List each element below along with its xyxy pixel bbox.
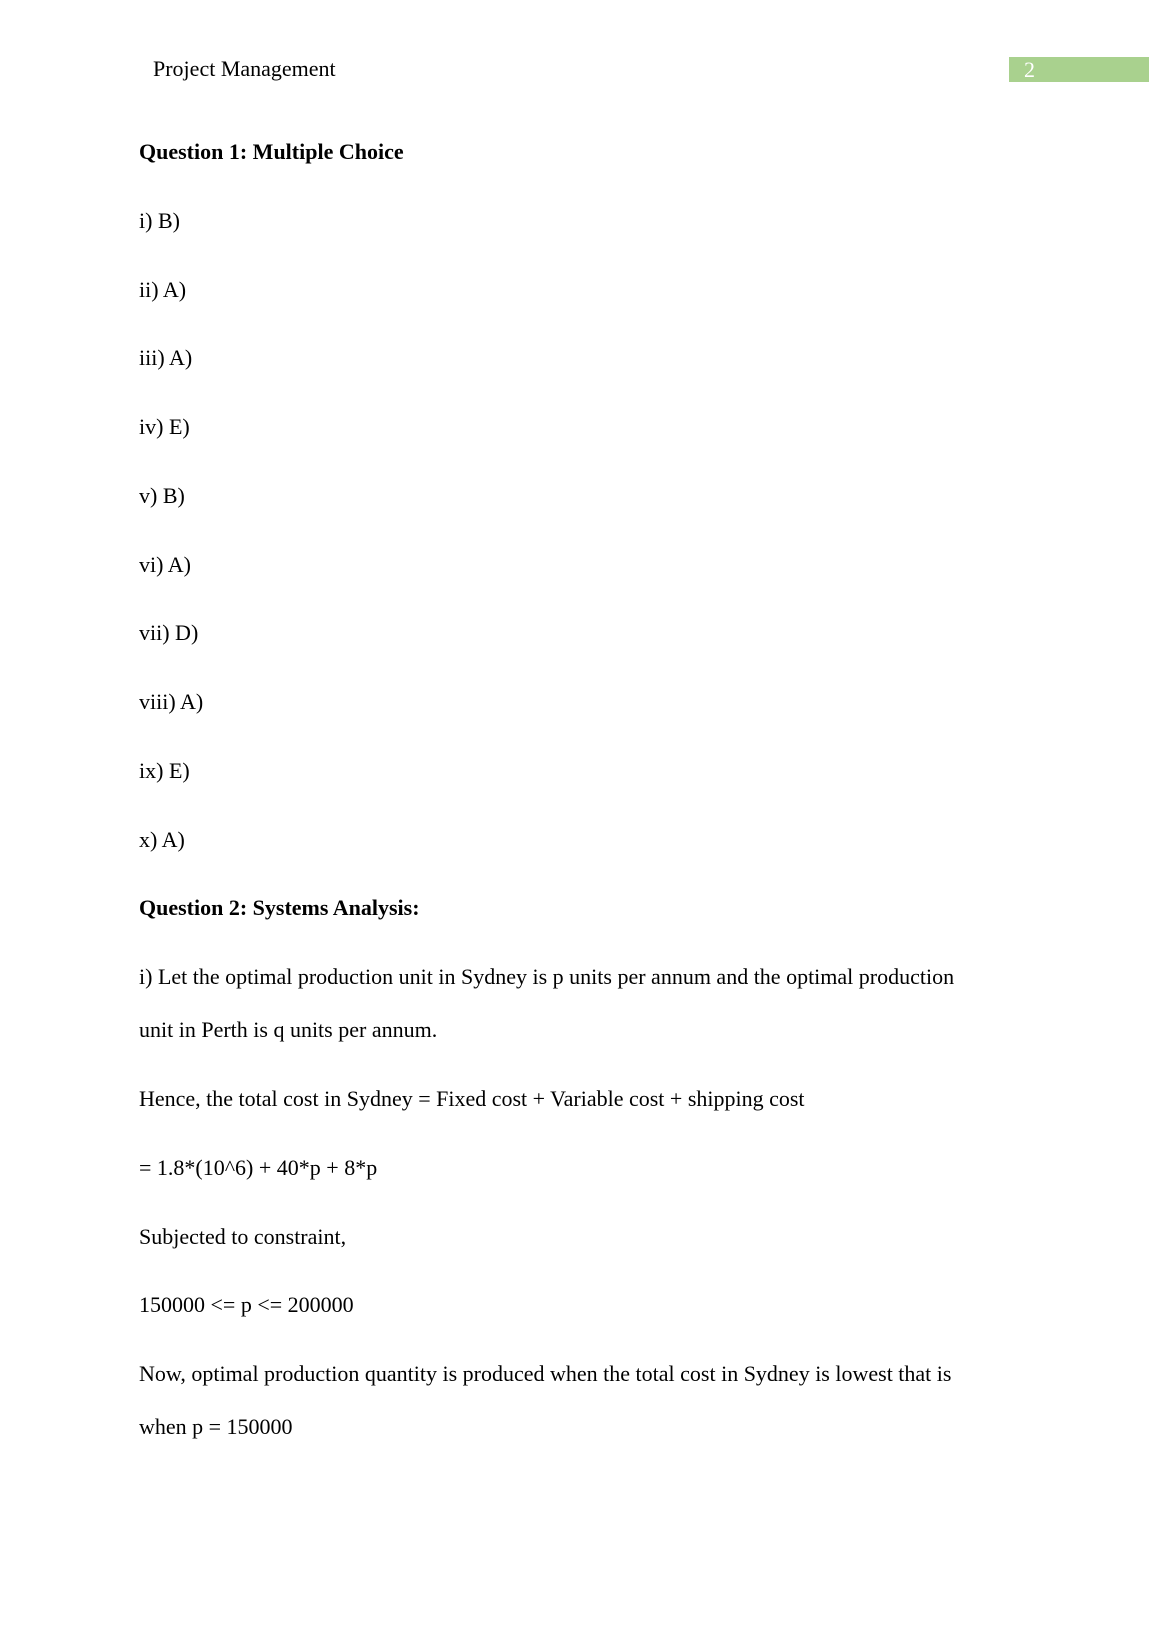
paragraph-line: unit in Perth is q units per annum. bbox=[139, 1017, 438, 1042]
conclusion-line: Now, optimal production quantity is produced when the total cost in Sydney is lowest that is bbox=[139, 1361, 952, 1386]
page-number-badge: 2 bbox=[1009, 57, 1149, 82]
paragraph-line: i) Let the optimal production unit in Sydney is p units per annum and the optimal production bbox=[139, 964, 955, 989]
question-2-heading: Question 2: Systems Analysis: bbox=[139, 895, 420, 920]
answer-item: ii) A) bbox=[139, 277, 187, 302]
question-1-heading: Question 1: Multiple Choice bbox=[139, 139, 404, 164]
answer-item: i) B) bbox=[139, 208, 180, 233]
answer-item: x) A) bbox=[139, 827, 185, 852]
constraint-line: 150000 <= p <= 200000 bbox=[139, 1292, 354, 1317]
page-header-title: Project Management bbox=[153, 56, 336, 81]
constraint-label: Subjected to constraint, bbox=[139, 1224, 347, 1249]
answer-item: vi) A) bbox=[139, 552, 191, 577]
total-cost-line: Hence, the total cost in Sydney = Fixed cost + Variable cost + shipping cost bbox=[139, 1086, 805, 1111]
answer-item: iv) E) bbox=[139, 414, 190, 439]
answer-item: ix) E) bbox=[139, 758, 190, 783]
answer-item: viii) A) bbox=[139, 689, 204, 714]
answer-item: v) B) bbox=[139, 483, 185, 508]
formula-line: = 1.8*(10^6) + 40*p + 8*p bbox=[139, 1155, 378, 1180]
conclusion-line: when p = 150000 bbox=[139, 1414, 293, 1439]
answer-item: vii) D) bbox=[139, 620, 199, 645]
answer-item: iii) A) bbox=[139, 345, 193, 370]
